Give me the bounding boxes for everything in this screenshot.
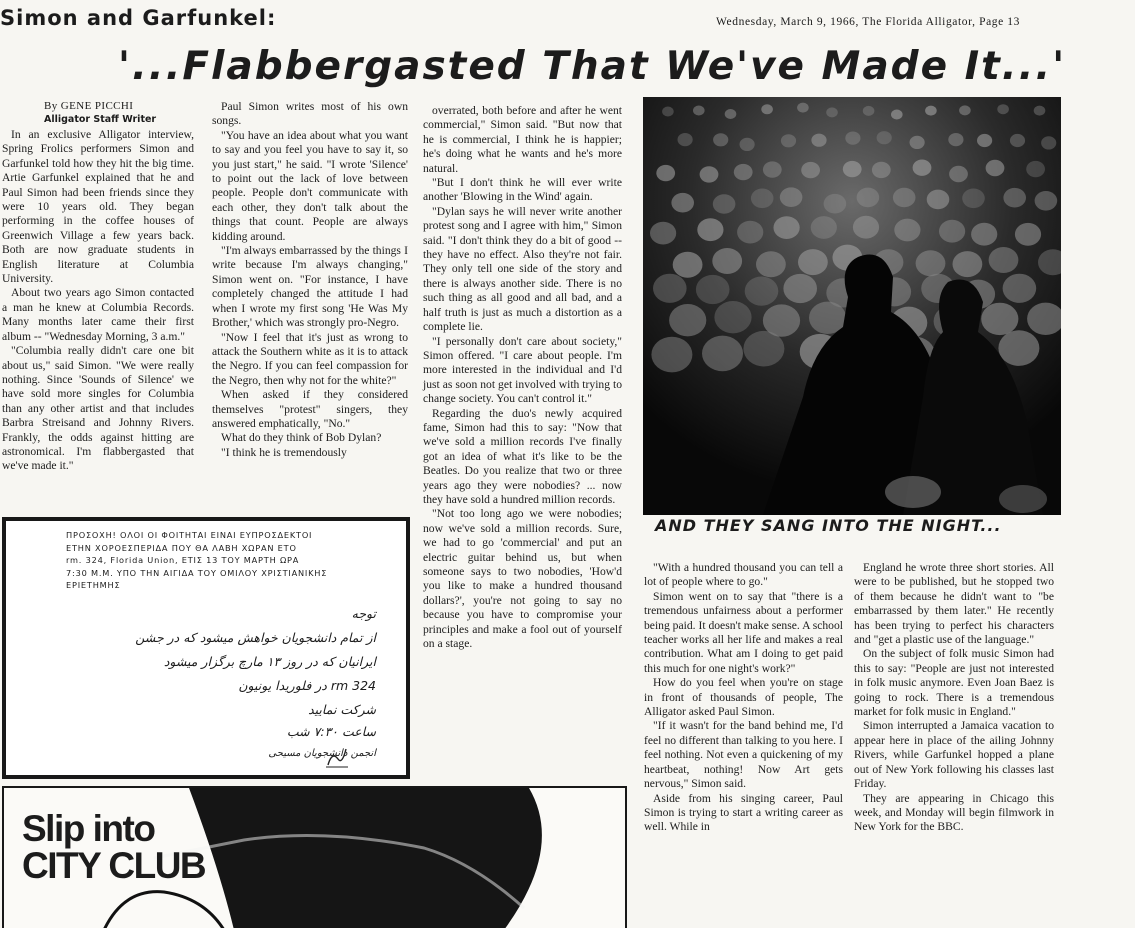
crowd-head [949, 166, 968, 182]
crowd-head [651, 337, 692, 373]
notice-greek-text [66, 529, 386, 592]
crowd-head [826, 107, 838, 117]
article-column-3 [423, 104, 622, 651]
crowd-head [989, 247, 1019, 273]
paragraph: "I'm always embarrassed by the things I write because I'm always changing," Simon went on. "For instance, I have completely changed the attitude I had when I wrote my first song 'He Was My Brother,' which was strongly pro-Negro. [212, 244, 408, 330]
crowd-head [1034, 106, 1046, 116]
crowd-head [891, 110, 903, 120]
paragraph: In an exclusive Alligator interview, Spring Frolics performers Simon and Garfunkel told how they hit the big time. Artie Garfunkel explained that he and Paul Simon had been friends since they were 10 years old. They began performing in the coffee houses of Greenwich Village a few years back. Both are now graduate students in English literature at Columbia University. [2, 128, 194, 286]
byline [44, 100, 214, 125]
crowd-head [894, 219, 920, 242]
crowd-head [893, 188, 916, 208]
notice-line: 7:30 M.M. ΥΠΟ ΤΗΝ ΑΙΓΙΔΑ ΤΟΥ ΟΜΙΛΟΥ ΧΡΙΣΤΙΑΝΙΚΗΣ [66, 567, 328, 578]
crowd-head [725, 109, 737, 119]
handwritten-notice [2, 517, 410, 779]
crowd-head [783, 274, 817, 303]
crowd-head [656, 165, 675, 181]
article-column-5 [854, 561, 1054, 835]
concert-crowd-image [643, 97, 1061, 515]
crowd-head [824, 194, 847, 214]
byline-title: Alligator Staff Writer [44, 114, 157, 125]
crowd-head [780, 187, 803, 207]
crowd-head [959, 105, 971, 115]
crowd-head [863, 106, 875, 116]
crowd-head [939, 220, 965, 243]
paragraph: "Columbia really didn't care one bit about us," said Simon. "We were really nothing. Since 'Sounds of Silence' we have sold more singles for Columbia than any other artist and that includes Barbra Streisand and Johnny Rivers. Frankly, the odds against hitting are astronomical. I'm flabbergasted that we've made it." [2, 344, 194, 473]
crowd-head [697, 218, 723, 241]
notice-line: ΕΡΙΕΤΗΜΗΣ [66, 580, 121, 590]
crowd-head [734, 164, 753, 180]
crowd-head [843, 161, 862, 177]
crowd-head [702, 336, 743, 372]
notice-line: rm. 324, Florida Union, ΕΤΙΣ 13 ΤΟΥ ΜΑΡΤΗ ΩΡΑ [66, 555, 300, 565]
crowd-head [962, 189, 985, 209]
ad-line-2: CITY CLUB [22, 845, 206, 886]
crowd-head [811, 216, 837, 239]
notice-script-line: rm 324 در فلوریدا یونیون [238, 678, 376, 693]
crowd-head [877, 131, 892, 144]
crowd-head [953, 251, 983, 277]
notice-line: ΕΤΗΝ ΧΟΡΟΕΣΠΕΡΙΔΑ ΠΟΥ ΘΑ ΛΑΒΗ ΧΩΡΑΝ ΕΤΟ [66, 542, 297, 553]
paragraph: Regarding the duo's newly acquired fame, Simon had this to say: "Now that we've sold a million records I've finally got an idea of what it's like to be the Beatles. Do you realize that two or three years ago they were nobodies? ... now they have sold a hundred million records. [423, 406, 622, 506]
paragraph: "If it wasn't for the band behind me, I'd feel no different than talking to you here. I feel nothing. Not even a quickening of my heartbeat, nothing! Now Art gets nervous," Simon said. [644, 719, 843, 791]
crowd-head [1010, 134, 1025, 147]
crowd-head [981, 303, 1018, 335]
crowd-head [1003, 274, 1037, 303]
crowd-head [927, 190, 950, 210]
paragraph: "With a hundred thousand you can tell a lot of people where to go." [644, 561, 843, 589]
article-column-1 [2, 128, 194, 474]
article-column-4 [644, 561, 843, 835]
crowd-head [925, 106, 937, 116]
crowd-head [751, 189, 774, 209]
crowd-head [797, 103, 809, 113]
paragraph: "Not too long ago we were nobodies; now we've sold a million records. Sure, we had to go 'commercial' and put an electric guitar behind us, but when someone says to two nobodies, 'How'd you like to make a hundred thousand dollars?', you're not going to say no because you have to compromise your principles and make a fool out of yourself on a stage. [423, 507, 622, 651]
crowd-head [971, 223, 997, 246]
section-kicker: Simon and Garfunkel: [0, 6, 277, 30]
ad-line-1: Slip into [22, 808, 155, 849]
crowd-head [671, 193, 694, 213]
crowd-head [798, 249, 828, 275]
crowd-head [910, 136, 925, 149]
paragraph: How do you feel when you're on stage in front of thousands of people, The Alligator asked Paul Simon. [644, 676, 843, 719]
crowd-head [857, 188, 880, 208]
crowd-head [712, 248, 742, 274]
crowd-head [913, 160, 932, 176]
concert-photo [643, 97, 1061, 515]
crowd-head [781, 134, 796, 147]
crowd-head [743, 331, 784, 367]
paragraph: England he wrote three short stories. All were to be published, but he stopped two of them because he didn't want to "be embarrassed by them later." He recently has been trying to perfect his characters and "get a plastic use of the language." [854, 561, 1054, 647]
crowd-head [1035, 191, 1058, 211]
crowd-head [872, 162, 891, 178]
paragraph: "Dylan says he will never write another protest song and I agree with him," Simon said. "I don't think they do a bit of good -- they have no effect. Also they're not fair. They only tell one side of the story and there is always another side. There is no such thing as all good and all bad, and a half truth is just as much a distortion as a complete lie. [423, 204, 622, 334]
crowd-head [948, 133, 963, 146]
paragraph: "I think he is tremendously [221, 445, 347, 459]
crowd-head [1015, 223, 1041, 246]
page-folio: Wednesday, March 9, 1966, The Florida Alligator, Page 13 [716, 16, 1021, 28]
paragraph: Aside from his singing career, Paul Simon is trying to start a writing career as well. While in [644, 791, 843, 834]
paragraph: They are appearing in Chicago this week, and Monday will begin filmwork in New York for the BBC. [854, 791, 1054, 834]
notice-line: ΠΡΟΣΟΧΗ! ΟΛΟΙ ΟΙ ΦΟΙΤΗΤΑΙ ΕΙΝΑΙ ΕΥΠΡΟΣΔΕΚΤΟΙ [66, 530, 313, 540]
crowd-head [774, 216, 800, 239]
paragraph: "Now I feel that it's just as wrong to attack the Southern white as it is to attack the Negro. If you can feel compassion for the Negro, then why not for the white?" [212, 330, 408, 387]
crowd-head [714, 301, 751, 333]
city-club-ad [2, 786, 627, 928]
article-column-2 [212, 100, 408, 460]
crowd-head [756, 251, 786, 277]
paragraph: What do they think of Bob Dylan? [221, 431, 382, 445]
paragraph: Paul Simon writes most of his own songs. [212, 100, 408, 128]
crowd-head [737, 221, 763, 244]
paragraph: "You have an idea about what you want to say and you feel you have to say it, so you just start," he said. "I wrote 'Silence' to point out the lack of love between people. People don't communicate with each other, they don't talk about the things that count. People are always kidding around. [212, 128, 408, 243]
photo-caption: AND THEY SANG INTO THE NIGHT... [655, 516, 1002, 535]
paragraph: When asked if they considered themselves "protest" singers, they answered emphatically, "No." [212, 388, 408, 430]
pen-mark-icon [324, 745, 350, 769]
crowd-head [696, 275, 730, 304]
crowd-head [986, 160, 1005, 176]
crowd-head [713, 194, 736, 214]
crowd-head [997, 104, 1009, 114]
crowd-head [811, 134, 826, 147]
crowd-head [678, 133, 693, 146]
paragraph: "But I don't think he will ever write another 'Blowing in the Wind' again. [423, 176, 622, 204]
notice-script-line: توجه [351, 606, 376, 621]
paragraph: "I personally don't care about society," Simon offered. "I care about people. I'm more interested in the individual and I'd just as soon not get involved with trying to change society. You can't control it." [423, 334, 622, 406]
crowd-head [745, 277, 779, 306]
paragraph: Simon went on to say that "there is a tremendous unfairness about a performer being paid. It doesn't make sense. A school teacher works all her life and makes a real contribution. What am I doing to get paid this much for one night's work?" [644, 589, 843, 675]
paragraph: Simon interrupted a Jamaica vacation to appear here in place of the ailing Johnny Rivers, while Garfunkel hopped a plane out of New York following his classes last Friday. [854, 719, 1054, 791]
crowd-head [845, 132, 860, 145]
crowd-head [761, 104, 773, 114]
crowd-head [998, 330, 1039, 366]
crowd-head [653, 274, 687, 303]
crowd-head [700, 166, 719, 182]
crowd-head [1003, 188, 1026, 208]
crowd-head [1026, 161, 1045, 177]
notice-script-line: انجمن دانشجویان مسیحی [268, 748, 376, 759]
crowd-head [693, 106, 705, 116]
crowd-head [740, 138, 755, 151]
crowd-head [713, 133, 728, 146]
crowd-head [669, 304, 706, 336]
paragraph: On the subject of folk music Simon had this to say: "People are just not interested in folk music anymore. Even Joan Baez is going to rock. There is a tremendous market for folk music in England." [854, 647, 1054, 719]
crowd-head [853, 216, 879, 239]
crowd-head [977, 134, 992, 147]
notice-script-line: ایرانیان که در روز ۱۳ مارچ برگزار میشود [163, 654, 376, 669]
paragraph: About two years ago Simon contacted a man he knew at Columbia Records. Many months later came their first album -- "Wednesday Morning, 3 a.m." [2, 286, 194, 343]
headline: '...Flabbergasted That We've Made It...' [118, 44, 1067, 89]
notice-script-line: از تمام دانشجویان خواهش میشود که در جشن [135, 630, 376, 645]
crowd-head [650, 222, 676, 245]
notice-script-line: ساعت ۷:۳۰ شب [286, 724, 376, 739]
notice-script-line: شرکت نمایید [308, 702, 376, 717]
ad-headline [22, 810, 205, 884]
crowd-head [1041, 136, 1056, 149]
crowd-head [916, 250, 946, 276]
byline-name: By GENE PICCHI [44, 100, 134, 112]
crowd-head [801, 162, 820, 178]
crowd-head [763, 161, 782, 177]
crowd-head [673, 252, 703, 278]
paragraph: overrated, both before and after he went commercial," Simon said. "But now that he is commercial, I think he is happier; he's doing what he wants and he's more natural. [423, 104, 622, 175]
crowd-head [662, 107, 674, 117]
